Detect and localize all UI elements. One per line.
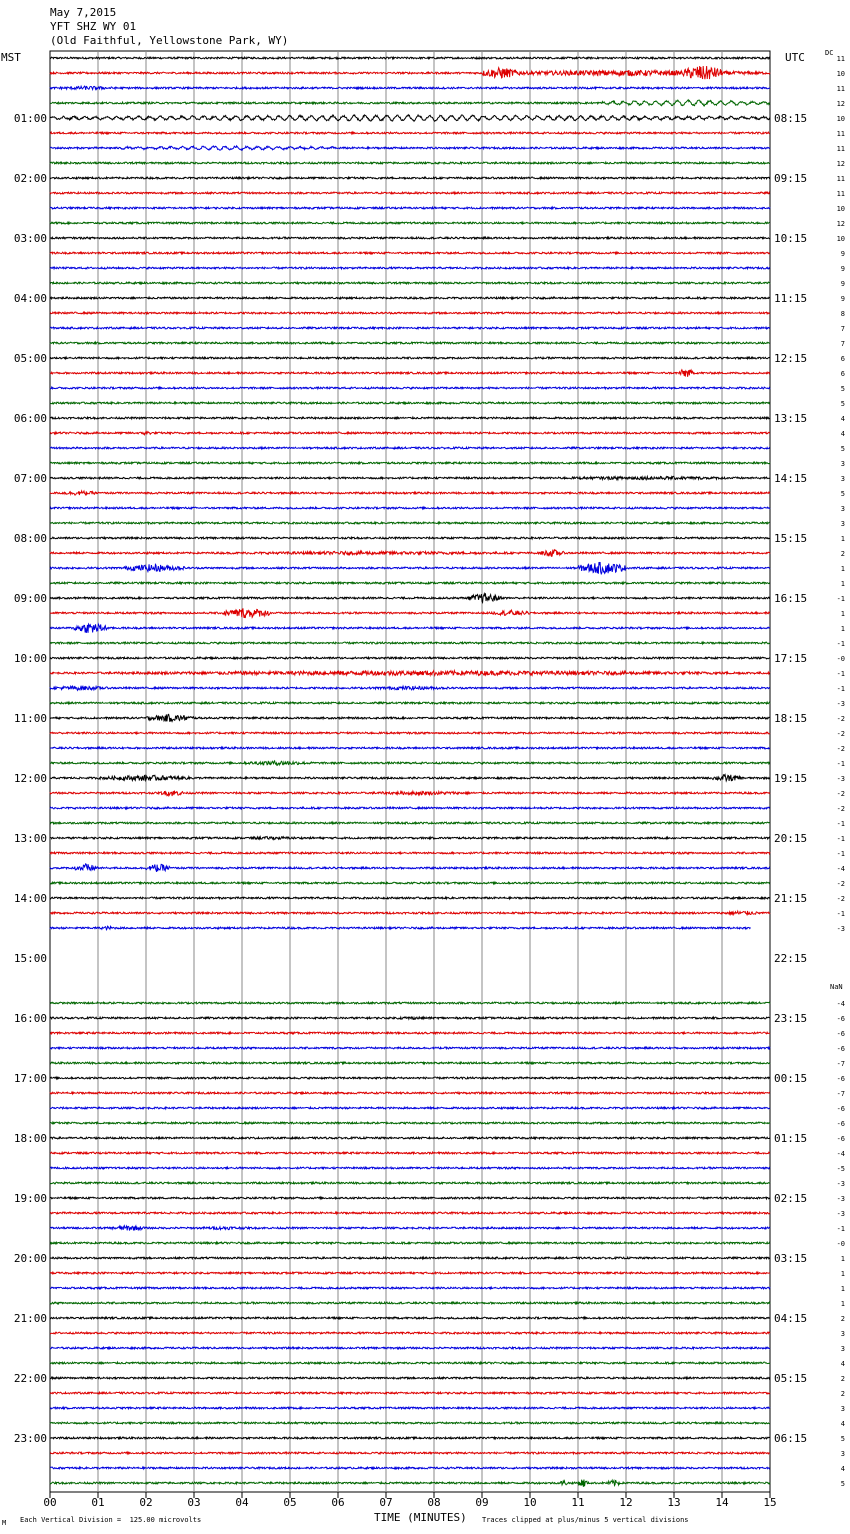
seismic-trace (50, 671, 770, 676)
row-offset-label: -4 (836, 865, 845, 873)
right-hour-label: 17:15 (774, 652, 808, 665)
seismic-trace (50, 327, 770, 329)
seismic-trace (50, 100, 770, 106)
row-offset-label: 10 (836, 235, 845, 243)
row-offset-label: 1 (840, 535, 845, 543)
row-offset-label: 2 (840, 550, 845, 558)
right-hour-label: 14:15 (774, 472, 808, 485)
row-offset-label: 3 (840, 460, 845, 468)
left-hour-label: 12:00 (13, 772, 47, 785)
seismic-trace (50, 1257, 770, 1259)
row-offset-label: 11 (836, 190, 845, 198)
seismic-trace (50, 387, 770, 389)
seismic-trace (50, 57, 770, 59)
x-tick-label: 03 (187, 1496, 201, 1509)
left-hour-label: 04:00 (13, 292, 47, 305)
seismic-trace (50, 1332, 770, 1334)
row-offset-label: -2 (836, 745, 845, 753)
left-hour-label: 17:00 (13, 1072, 47, 1085)
left-timezone: MST (1, 51, 21, 64)
left-hour-label: 15:00 (13, 952, 47, 965)
row-offset-label: 4 (840, 415, 845, 423)
row-offset-label: 9 (840, 295, 845, 303)
row-offset-label: 11 (836, 145, 845, 153)
row-offset-label: -1 (836, 1225, 845, 1233)
row-offset-label: -3 (836, 1195, 845, 1203)
right-hour-label: 22:15 (774, 952, 808, 965)
row-offset-label: 3 (840, 520, 845, 528)
row-offset-label: -6 (836, 1015, 845, 1023)
right-hour-label: 06:15 (774, 1432, 808, 1445)
row-offset-label: 10 (836, 115, 845, 123)
seismic-trace (50, 507, 770, 509)
seismic-trace (50, 593, 770, 602)
seismic-trace (50, 1422, 770, 1424)
left-hour-label: 14:00 (13, 892, 47, 905)
seismic-trace (50, 775, 770, 781)
right-hour-label: 20:15 (774, 832, 808, 845)
row-offset-label: 4 (840, 1420, 845, 1428)
seismic-trace (50, 192, 770, 194)
left-hour-label: 03:00 (13, 232, 47, 245)
seismic-trace (50, 911, 770, 915)
row-offset-label: 1 (840, 610, 845, 618)
seismic-trace (50, 1137, 770, 1139)
row-offset-label: 3 (840, 505, 845, 513)
row-offset-label: 2 (840, 1375, 845, 1383)
row-offset-label: 12 (836, 100, 845, 108)
row-offset-label: -1 (836, 835, 845, 843)
seismic-trace (50, 1377, 770, 1379)
row-offset-label: 5 (840, 445, 845, 453)
left-hour-label: 09:00 (13, 592, 47, 605)
right-hour-label: 00:15 (774, 1072, 808, 1085)
row-offset-label: -2 (836, 790, 845, 798)
row-offset-label: 9 (840, 280, 845, 288)
row-offset-label: -2 (836, 895, 845, 903)
row-offset-label: 3 (840, 475, 845, 483)
row-offset-label: 4 (840, 1360, 845, 1368)
clip-note: Traces clipped at plus/minus 5 vertical divisions (482, 1516, 689, 1524)
scale-note: Each Vertical Division = 125.00 microvolts (20, 1516, 202, 1524)
seismic-trace (50, 1302, 770, 1304)
row-offset-label: -6 (836, 1075, 845, 1083)
seismic-trace (50, 1362, 770, 1364)
row-offset-label: 7 (840, 325, 845, 333)
row-offset-label: 3 (840, 1345, 845, 1353)
seismic-trace (50, 1047, 770, 1049)
seismic-trace (50, 1017, 770, 1020)
row-offset-label: 3 (840, 1330, 845, 1338)
row-offset-label: 1 (840, 625, 845, 633)
row-offset-label: -1 (836, 760, 845, 768)
x-tick-label: 13 (667, 1496, 681, 1509)
right-hour-label: 05:15 (774, 1372, 808, 1385)
seismic-trace (50, 115, 770, 122)
x-tick-label: 07 (379, 1496, 393, 1509)
plot-date: May 7,2015 (50, 6, 117, 19)
left-hour-label: 22:00 (13, 1372, 47, 1385)
left-hour-label: 23:00 (13, 1432, 47, 1445)
row-offset-label: 12 (836, 220, 845, 228)
right-hour-label: 11:15 (774, 292, 808, 305)
row-offset-label: -2 (836, 730, 845, 738)
seismic-trace (50, 462, 770, 464)
seismic-trace (50, 1182, 770, 1184)
seismic-trace (50, 207, 770, 209)
left-hour-label: 06:00 (13, 412, 47, 425)
seismic-trace (50, 732, 770, 734)
seismic-trace (50, 1242, 770, 1244)
left-hour-label: 13:00 (13, 832, 47, 845)
seismic-trace (50, 146, 770, 150)
right-hour-label: 12:15 (774, 352, 808, 365)
seismic-trace (50, 1077, 770, 1079)
seismic-trace (50, 686, 770, 691)
seismic-trace (50, 550, 770, 557)
row-offset-label: 8 (840, 310, 845, 318)
x-tick-label: 06 (331, 1496, 345, 1509)
corner-mark: M (2, 1519, 7, 1527)
row-offset-label: 5 (840, 490, 845, 498)
station-location: (Old Faithful, Yellowstone Park, WY) (50, 34, 289, 47)
seismic-trace (50, 1452, 770, 1454)
row-offset-label: 3 (840, 1450, 845, 1458)
row-offset-label: 2 (840, 1315, 845, 1323)
seismic-trace (50, 1062, 770, 1064)
row-offset-label: -6 (836, 1105, 845, 1113)
right-hour-label: 21:15 (774, 892, 808, 905)
seismic-trace (50, 657, 770, 659)
seismic-trace (50, 86, 770, 90)
seismic-trace (50, 162, 770, 164)
row-offset-label: -7 (836, 1060, 845, 1068)
row-offset-label: 1 (840, 565, 845, 573)
row-offset-label: -3 (836, 925, 845, 933)
row-offset-label: -7 (836, 1090, 845, 1098)
left-hour-label: 11:00 (13, 712, 47, 725)
right-hour-label: 02:15 (774, 1192, 808, 1205)
row-offset-label: 7 (840, 340, 845, 348)
left-hour-label: 18:00 (13, 1132, 47, 1145)
seismic-trace (50, 642, 770, 644)
seismic-trace (50, 1347, 770, 1349)
seismic-trace (50, 237, 770, 239)
row-offset-label: 3 (840, 1405, 845, 1413)
left-hour-label: 19:00 (13, 1192, 47, 1205)
right-hour-label: 03:15 (774, 1252, 808, 1265)
right-hour-label: 04:15 (774, 1312, 808, 1325)
seismic-trace (50, 822, 770, 824)
row-offset-label: 11 (836, 85, 845, 93)
seismic-trace (50, 1226, 770, 1231)
row-offset-label: -2 (836, 715, 845, 723)
seismic-trace (50, 370, 770, 377)
seismic-trace (50, 1480, 770, 1487)
row-offset-label: -0 (836, 1240, 845, 1248)
row-offset-label: 11 (836, 130, 845, 138)
seismic-trace (50, 1107, 770, 1109)
row-offset-label: -4 (836, 1150, 845, 1158)
offset-note: DC (825, 49, 834, 57)
row-offset-label: -2 (836, 880, 845, 888)
station-code: YFT SHZ WY 01 (50, 20, 137, 33)
left-hour-label: 02:00 (13, 172, 47, 185)
seismic-trace (50, 402, 770, 404)
x-tick-label: 14 (715, 1496, 729, 1509)
right-hour-label: 09:15 (774, 172, 808, 185)
seismic-trace (50, 132, 770, 134)
seismic-trace (50, 1272, 770, 1274)
seismic-trace (50, 522, 770, 524)
seismic-trace (50, 1317, 770, 1319)
row-offset-label: 9 (840, 265, 845, 273)
row-offset-label: 1 (840, 1285, 845, 1293)
x-tick-label: 08 (427, 1496, 441, 1509)
seismic-trace (50, 1032, 770, 1034)
seismic-trace (50, 1407, 770, 1409)
row-offset-label: -6 (836, 1135, 845, 1143)
seismic-trace (50, 807, 770, 809)
row-offset-label: 2 (840, 1390, 845, 1398)
seismic-trace (50, 1212, 770, 1214)
x-tick-label: 11 (571, 1496, 585, 1509)
seismic-trace (50, 297, 770, 299)
row-offset-label: -6 (836, 1120, 845, 1128)
row-offset-label: -3 (836, 775, 845, 783)
row-offset-label: -4 (836, 1000, 845, 1008)
seismic-trace (50, 624, 770, 633)
seismic-trace (50, 562, 770, 574)
seismic-trace (50, 431, 770, 435)
right-hour-label: 19:15 (774, 772, 808, 785)
right-hour-label: 08:15 (774, 112, 808, 125)
seismic-trace (50, 537, 770, 539)
seismic-trace (50, 852, 770, 854)
seismic-trace (50, 1197, 770, 1199)
row-offset-label: 11 (836, 55, 845, 63)
seismic-trace (50, 267, 770, 269)
x-axis-label: TIME (MINUTES) (374, 1511, 467, 1524)
row-offset-label: -3 (836, 1180, 845, 1188)
row-offset-label: -1 (836, 595, 845, 603)
row-offset-label: -6 (836, 1045, 845, 1053)
seismic-trace (50, 864, 770, 872)
seismic-trace (50, 282, 770, 284)
seismic-trace (50, 357, 770, 359)
row-offset-label: -1 (836, 670, 845, 678)
x-tick-label: 02 (139, 1496, 153, 1509)
row-offset-label: 5 (840, 1435, 845, 1443)
x-tick-label: 10 (523, 1496, 537, 1509)
left-hour-label: 07:00 (13, 472, 47, 485)
seismic-trace (50, 312, 770, 314)
row-offset-label: -6 (836, 1030, 845, 1038)
right-hour-label: 15:15 (774, 532, 808, 545)
gap-note: NaN (830, 983, 843, 991)
row-offset-label: 1 (840, 1255, 845, 1263)
left-hour-label: 01:00 (13, 112, 47, 125)
row-offset-label: 9 (840, 250, 845, 258)
seismic-trace (50, 66, 770, 79)
x-tick-label: 01 (91, 1496, 105, 1509)
row-offset-label: -3 (836, 1210, 845, 1218)
seismic-trace (50, 177, 770, 179)
left-hour-label: 08:00 (13, 532, 47, 545)
row-offset-label: 5 (840, 1480, 845, 1488)
right-hour-label: 01:15 (774, 1132, 808, 1145)
row-offset-label: 10 (836, 70, 845, 78)
row-offset-label: -1 (836, 685, 845, 693)
x-tick-label: 12 (619, 1496, 633, 1509)
seismic-trace (50, 882, 770, 884)
row-offset-label: 10 (836, 205, 845, 213)
seismic-trace (50, 1392, 770, 1394)
row-offset-label: 11 (836, 175, 845, 183)
seismic-trace (50, 417, 770, 419)
row-offset-label: -0 (836, 655, 845, 663)
row-offset-label: -1 (836, 850, 845, 858)
row-offset-label: -1 (836, 640, 845, 648)
x-tick-label: 09 (475, 1496, 489, 1509)
row-offset-label: 1 (840, 1270, 845, 1278)
seismic-trace (50, 582, 770, 584)
row-offset-label: -1 (836, 910, 845, 918)
seismic-trace (50, 1152, 770, 1154)
seismic-trace (50, 1122, 770, 1124)
seismic-trace (50, 1002, 770, 1004)
seismic-trace (50, 222, 770, 224)
seismic-trace (50, 252, 770, 254)
seismic-trace (50, 342, 770, 344)
right-hour-label: 23:15 (774, 1012, 808, 1025)
row-offset-label: 1 (840, 1300, 845, 1308)
seismic-trace (50, 926, 750, 930)
seismic-trace (50, 1437, 770, 1439)
seismic-trace (50, 747, 770, 749)
row-offset-label: 5 (840, 400, 845, 408)
seismic-trace (50, 1092, 770, 1094)
row-offset-label: 4 (840, 430, 845, 438)
seismic-trace (50, 447, 770, 449)
seismic-trace (50, 791, 770, 796)
right-hour-label: 18:15 (774, 712, 808, 725)
x-tick-label: 00 (43, 1496, 57, 1509)
right-timezone: UTC (785, 51, 805, 64)
row-offset-label: 6 (840, 355, 845, 363)
seismic-trace (50, 761, 770, 766)
seismic-trace (50, 714, 770, 721)
left-hour-label: 16:00 (13, 1012, 47, 1025)
seismic-trace (50, 476, 770, 479)
left-hour-label: 10:00 (13, 652, 47, 665)
left-hour-label: 20:00 (13, 1252, 47, 1265)
row-offset-label: 1 (840, 580, 845, 588)
seismic-trace (50, 1167, 770, 1169)
row-offset-label: -3 (836, 700, 845, 708)
seismic-trace (50, 897, 770, 899)
row-offset-label: 5 (840, 385, 845, 393)
seismic-trace (50, 609, 770, 618)
left-hour-label: 21:00 (13, 1312, 47, 1325)
x-tick-label: 15 (763, 1496, 777, 1509)
row-offset-label: 12 (836, 160, 845, 168)
seismic-trace (50, 837, 770, 840)
left-hour-label: 05:00 (13, 352, 47, 365)
row-offset-label: -5 (836, 1165, 845, 1173)
right-hour-label: 16:15 (774, 592, 808, 605)
x-tick-label: 04 (235, 1496, 249, 1509)
row-offset-label: -1 (836, 820, 845, 828)
seismic-trace (50, 1287, 770, 1289)
seismic-trace (50, 702, 770, 704)
row-offset-label: 4 (840, 1465, 845, 1473)
seismic-trace (50, 491, 770, 495)
seismic-trace (50, 1467, 770, 1469)
right-hour-label: 13:15 (774, 412, 808, 425)
right-hour-label: 10:15 (774, 232, 808, 245)
x-tick-label: 05 (283, 1496, 297, 1509)
row-offset-label: 6 (840, 370, 845, 378)
row-offset-label: -2 (836, 805, 845, 813)
